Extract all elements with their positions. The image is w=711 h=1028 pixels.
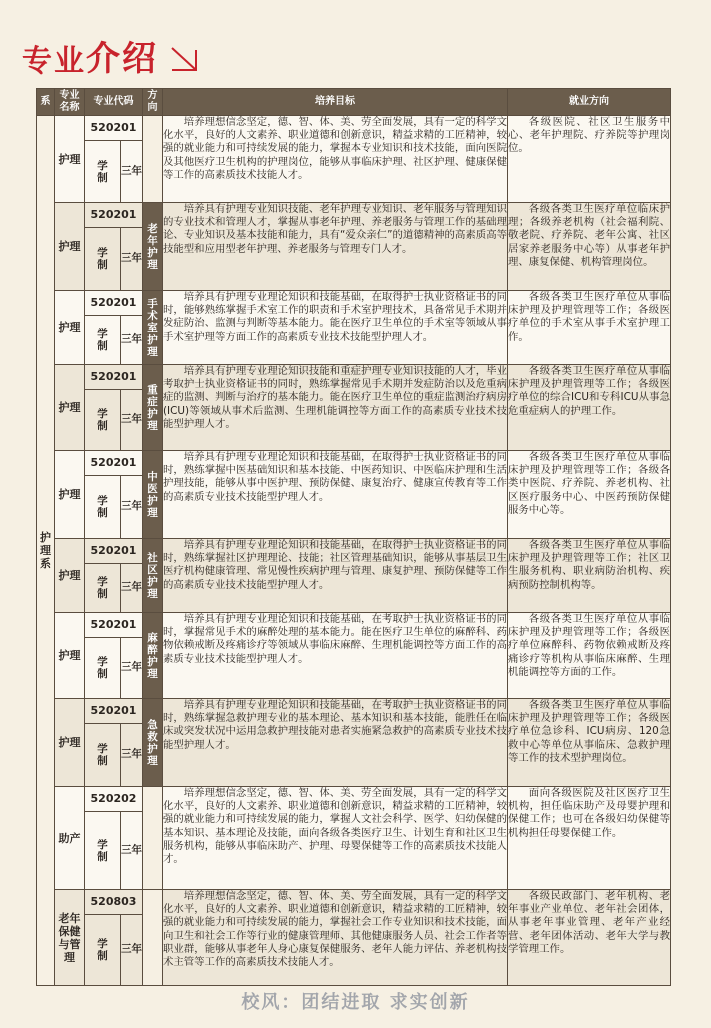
dept-cell: [37, 116, 55, 986]
years-cell: [121, 228, 143, 291]
col-header-name: 专业名称: [55, 89, 85, 116]
employment-text: 各级医院、社区卫生服务中心、老年护理院、疗养院等护理岗位。: [508, 116, 670, 155]
table-row: [37, 539, 671, 564]
goal-text: 培养具有护理专业理论知识和技能基础，在取得护士执业资格证书的同时，熟练掌握中医基础知识和基本技能、中医药知识、中医临床护理和生活护理技能，能够从事中医护理、预防保健、康复治疗、健康宣传教育等工作的高素质专业技术技能型护理人才。: [163, 451, 507, 503]
xuezhi-cell: [85, 812, 121, 890]
years-value: 三年: [121, 661, 142, 674]
direction-cell: [143, 451, 163, 539]
school-motto: 校风：团结进取 求实创新: [241, 992, 470, 1013]
major-name-cell: [55, 203, 85, 291]
direction-cell-empty: [143, 787, 163, 890]
xuezhi-cell: [85, 476, 121, 539]
xuezhi-cell: [85, 316, 121, 365]
years-value: 三年: [121, 500, 142, 513]
employment-text: 各级各类卫生医疗单位从事临床护理及护理管理等工作；各级医疗单位麻醉科、药物依赖戒断及疼痛诊疗等机构从事临床麻醉、生理机能调控等方面的工作。: [508, 613, 670, 678]
employment-cell: [508, 699, 671, 787]
major-code-cell: [85, 116, 143, 141]
major-code: 520201: [90, 296, 137, 310]
goal-text: 培养具有护理专业理论知识和技能基础，在考取护士执业资格证书的同时，熟练掌握急救护理专业的基本理论、基本知识和基本技能，能胜任在临床或突发状况中运用急救护理技能对患者实施紧急救护的高素质专业技术技能型护理人才。: [163, 699, 507, 751]
goal-cell: [163, 699, 508, 787]
direction-label: 重症护理: [147, 383, 158, 432]
major-code-cell: [85, 539, 143, 564]
employment-cell: [508, 291, 671, 365]
table-row: [37, 291, 671, 316]
major-name: 护理: [58, 321, 81, 334]
major-name: 护理: [58, 152, 81, 166]
goal-text: 培养理想信念坚定，德、智、体、美、劳全面发展，具有一定的科学文化水平，良好的人文素养、职业道德和创新意识，精益求精的工匠精神，较强的就业能力和可持续发展的能力，掌握本专业知识和技术技能，面向医院及其他医疗卫生机构的护理岗位，能够从事临床护理、社区护理、健康保健等工作的高素质技术技能人才。: [163, 116, 507, 181]
goal-cell: [163, 203, 508, 291]
years-cell: [121, 390, 143, 451]
goal-cell: [163, 291, 508, 365]
xuezhi-cell: [85, 390, 121, 451]
employment-cell: [508, 890, 671, 986]
employment-text: 面向各级医院及社区医疗卫生机构，担任临床助产及母婴护理和保健工作；也可在各级妇幼保健等机构担任母婴保健工作。: [508, 787, 670, 839]
years-value: 三年: [121, 581, 142, 594]
years-value: 三年: [121, 748, 142, 761]
major-code: 520201: [90, 456, 137, 470]
goal-cell: [163, 613, 508, 699]
table-row: [37, 203, 671, 228]
major-code: 520201: [90, 618, 137, 632]
xuezhi-label: 学制: [97, 159, 108, 184]
years-cell: [121, 316, 143, 365]
major-name: 护理: [58, 488, 81, 501]
major-name-cell: [55, 451, 85, 539]
xuezhi-cell: [85, 141, 121, 203]
goal-cell: [163, 539, 508, 613]
employment-cell: [508, 365, 671, 451]
major-name-cell: [55, 116, 85, 203]
direction-label: 急救护理: [147, 718, 158, 767]
major-name-cell: [55, 890, 85, 986]
employment-cell: [508, 451, 671, 539]
employment-text: 各级民政部门、老年机构、老年事业产业单位、老年社会团体，从事老年事业管理、老年产业经营、老年团体活动、老年大学与教学管理工作。: [508, 890, 670, 955]
table-row: [37, 787, 671, 812]
goal-cell: [163, 787, 508, 890]
major-name-cell: [55, 613, 85, 699]
direction-cell: [143, 365, 163, 451]
years-value: 三年: [121, 843, 142, 856]
direction-label: 中医护理: [147, 470, 158, 519]
major-name-cell: [55, 365, 85, 451]
major-code-cell: [85, 451, 143, 476]
major-name: 护理: [58, 736, 81, 749]
years-cell: [121, 476, 143, 539]
xuezhi-cell: [85, 564, 121, 613]
years-cell: [121, 724, 143, 787]
years-cell: [121, 638, 143, 699]
direction-cell: [143, 539, 163, 613]
col-header-dept: 系: [37, 89, 55, 116]
goal-text: 培养具有护理专业理论知识和技能基础，在取得护士执业资格证书的同时，熟练掌握社区护理理论、技能；社区管理基础知识，能够从事基层卫生医疗机构健康管理、常见慢性疾病护理与管理、康复护理、预防保健等工作的高素质专业技术技能型护理人才。: [163, 539, 507, 591]
direction-cell: [143, 613, 163, 699]
major-code: 520202: [90, 792, 137, 806]
goal-text: 培养具有护理专业知识技能、老年护理专业知识、老年服务与管理知识的专业技术和管理人才，掌握从事老年护理、养老服务与管理工作的基础理论、专业知识及基本技能和能力，具有“爱众亲仁”的道德精神的高素质高等技能型和应用型老年护理、养老服务与管理专门人才。: [163, 203, 507, 255]
col-header-goal: 培养目标: [163, 89, 508, 116]
xuezhi-label: 学制: [97, 247, 108, 271]
table-row: [37, 451, 671, 476]
major-name: 护理: [58, 240, 81, 253]
major-code: 520201: [90, 208, 137, 222]
employment-text: 各级各类卫生医疗单位临床护理；各级养老机构（社会福利院、敬老院、疗养院、老年公寓、社区居家养老服务中心等）从事老年护理、康复保健、机构管理岗位。: [508, 203, 670, 268]
years-cell: [121, 564, 143, 613]
direction-label: 社区护理: [147, 551, 158, 600]
employment-cell: [508, 203, 671, 291]
major-name-cell: [55, 291, 85, 365]
table-row: [37, 890, 671, 915]
employment-text: 各级各类卫生医疗单位从事临床护理及护理管理等工作；各级各类中医院、疗养院、养老机构、社区医疗服务中心、中医药预防保健服务中心等。: [508, 451, 670, 516]
table-header-row: [37, 89, 671, 116]
employment-cell: [508, 787, 671, 890]
direction-label: 老年护理: [147, 222, 158, 271]
years-cell: [121, 812, 143, 890]
major-name: 护理: [58, 401, 81, 414]
table-row: [37, 613, 671, 638]
major-code-cell: [85, 291, 143, 316]
employment-cell: [508, 613, 671, 699]
major-code-cell: [85, 890, 143, 915]
major-code: 520201: [90, 704, 137, 718]
page-title-part1: 专业: [22, 44, 86, 79]
major-code-cell: [85, 699, 143, 724]
major-name-cell: [55, 539, 85, 613]
direction-label: 手术室护理: [147, 297, 158, 358]
major-code-cell: [85, 203, 143, 228]
xuezhi-cell: [85, 915, 121, 986]
years-cell: [121, 915, 143, 986]
major-code: 520201: [90, 370, 137, 384]
major-code: 520803: [90, 895, 137, 909]
goal-cell: [163, 365, 508, 451]
goal-cell: [163, 451, 508, 539]
major-code-cell: [85, 365, 143, 390]
xuezhi-label: 学制: [97, 576, 108, 600]
table-row: [37, 116, 671, 141]
major-name-cell: [55, 699, 85, 787]
years-value: 三年: [121, 943, 142, 956]
years-value: 三年: [121, 164, 142, 177]
xuezhi-label: 学制: [97, 743, 108, 767]
years-value: 三年: [121, 413, 142, 426]
goal-text: 培养理想信念坚定，德、智、体、美、劳全面发展，具有一定的科学文化水平，良好的人文素养、职业道德和创新意识，精益求精的工匠精神，较强的就业能力和可持续发展的能力，掌握社会工作专业知识和技术技能，面向卫生和社会工作等行业的健康管理师、其他健康服务人员、社会工作者等职业群，能够从事老年人身心康复保健服务、老年人能力评估、养老机构技术主管等工作的高素质技术技能人才。: [163, 890, 507, 969]
major-table: [36, 88, 671, 986]
xuezhi-label: 学制: [97, 938, 108, 962]
xuezhi-label: 学制: [97, 328, 108, 352]
xuezhi-label: 学制: [97, 656, 108, 680]
goal-text: 培养理想信念坚定，德、智、体、美、劳全面发展，具有一定的科学文化水平，良好的人文素养、职业道德和创新意识，精益求精的工匠精神，较强的就业能力和可持续发展的能力，掌握人文社会科学、医学、妇幼保健的基本知识、基本理论及技能，面向各级各类医疗卫生、计划生育和社区卫生服务机构，能够从事临床助产、护理、母婴保健等工作的高素质技术技能人才。: [163, 787, 507, 866]
goal-cell: [163, 116, 508, 203]
employment-text: 各级各类卫生医疗单位从事临床护理及护理管理等工作；各级医疗单位的综合ICU和专科ICU从事急危重症病人的护理工作。: [508, 365, 670, 417]
major-code-cell: [85, 613, 143, 638]
dept-name: 护理系: [40, 531, 51, 570]
direction-cell: [143, 203, 163, 291]
col-header-code: 专业代码: [85, 89, 143, 116]
major-name: 老年保健与管理: [58, 911, 81, 964]
xuezhi-cell: [85, 228, 121, 291]
direction-cell: [143, 291, 163, 365]
page-header: [22, 30, 202, 80]
direction-cell-empty: [143, 890, 163, 986]
major-code: 520201: [90, 544, 137, 558]
major-name: 护理: [58, 569, 81, 582]
major-name: 护理: [58, 649, 81, 662]
years-cell: [121, 141, 143, 203]
major-code-cell: [85, 787, 143, 812]
years-value: 三年: [121, 252, 142, 265]
goal-text: 培养具有护理专业理论知识和技能基础，在取得护士执业资格证书的同时，能够熟练掌握手术室工作的职责和手术室护理技术，具备常见手术期并发症防治、监测与判断等基本能力。能在医疗卫生单位的手术室等领域从事手术室护理等方面工作的高素质专业技术技能型护理人才。: [163, 291, 507, 343]
xuezhi-label: 学制: [97, 408, 108, 432]
years-value: 三年: [121, 333, 142, 346]
direction-label: 麻醉护理: [147, 631, 158, 680]
goal-cell: [163, 890, 508, 986]
major-name: 助产: [58, 831, 81, 845]
direction-cell: [143, 699, 163, 787]
xuezhi-label: 学制: [97, 495, 108, 519]
major-name-cell: [55, 787, 85, 890]
goal-text: 培养具有护理专业理论知识和技能基础，在考取护士执业资格证书的同时，掌握常见手术的麻醉处理的基本能力。能在医疗卫生单位的麻醉科、药物依赖戒断及疼痛诊疗等领域从事临床麻醉、生理机能调控等方面工作的高素质专业技术技能型护理人才。: [163, 613, 507, 665]
major-code: 520201: [90, 121, 137, 135]
employment-text: 各级各类卫生医疗单位从事临床护理及护理管理等工作；各级医疗单位的手术室从事手术室护理工作。: [508, 291, 670, 343]
xuezhi-label: 学制: [97, 838, 108, 863]
col-header-dir: 方向: [143, 89, 163, 116]
goal-text: 培养具有护理专业理论知识技能和重症护理专业知识技能的人才，毕业考取护士执业资格证书的同时，熟练掌握常见手术期并发症防治以及危重病症的监测、判断与治疗的基本能力。能在医疗卫生单位的重症监测治疗病房(ICU)等领域从事术后监测、生理机能调控等方面工作的高素质专业技术技能型护理人才。: [163, 365, 507, 430]
employment-text: 各级各类卫生医疗单位从事临床护理及护理管理等工作；社区卫生服务机构、职业病防治机构、疾病预防控制机构等。: [508, 539, 670, 591]
employment-cell: [508, 539, 671, 613]
table-row: [37, 699, 671, 724]
direction-cell-empty: [143, 116, 163, 203]
table-row: [37, 365, 671, 390]
xuezhi-cell: [85, 724, 121, 787]
corner-arrow-icon: [168, 46, 202, 74]
col-header-employment: 就业方向: [508, 89, 671, 116]
employment-text: 各级各类卫生医疗单位从事临床护理及护理管理等工作；各级医疗单位急诊科、ICU病房、120急救中心等单位从事临床、急救护理等工作的技术型护理岗位。: [508, 699, 670, 764]
page-title-part2: 介绍: [86, 39, 158, 79]
employment-cell: [508, 116, 671, 203]
xuezhi-cell: [85, 638, 121, 699]
